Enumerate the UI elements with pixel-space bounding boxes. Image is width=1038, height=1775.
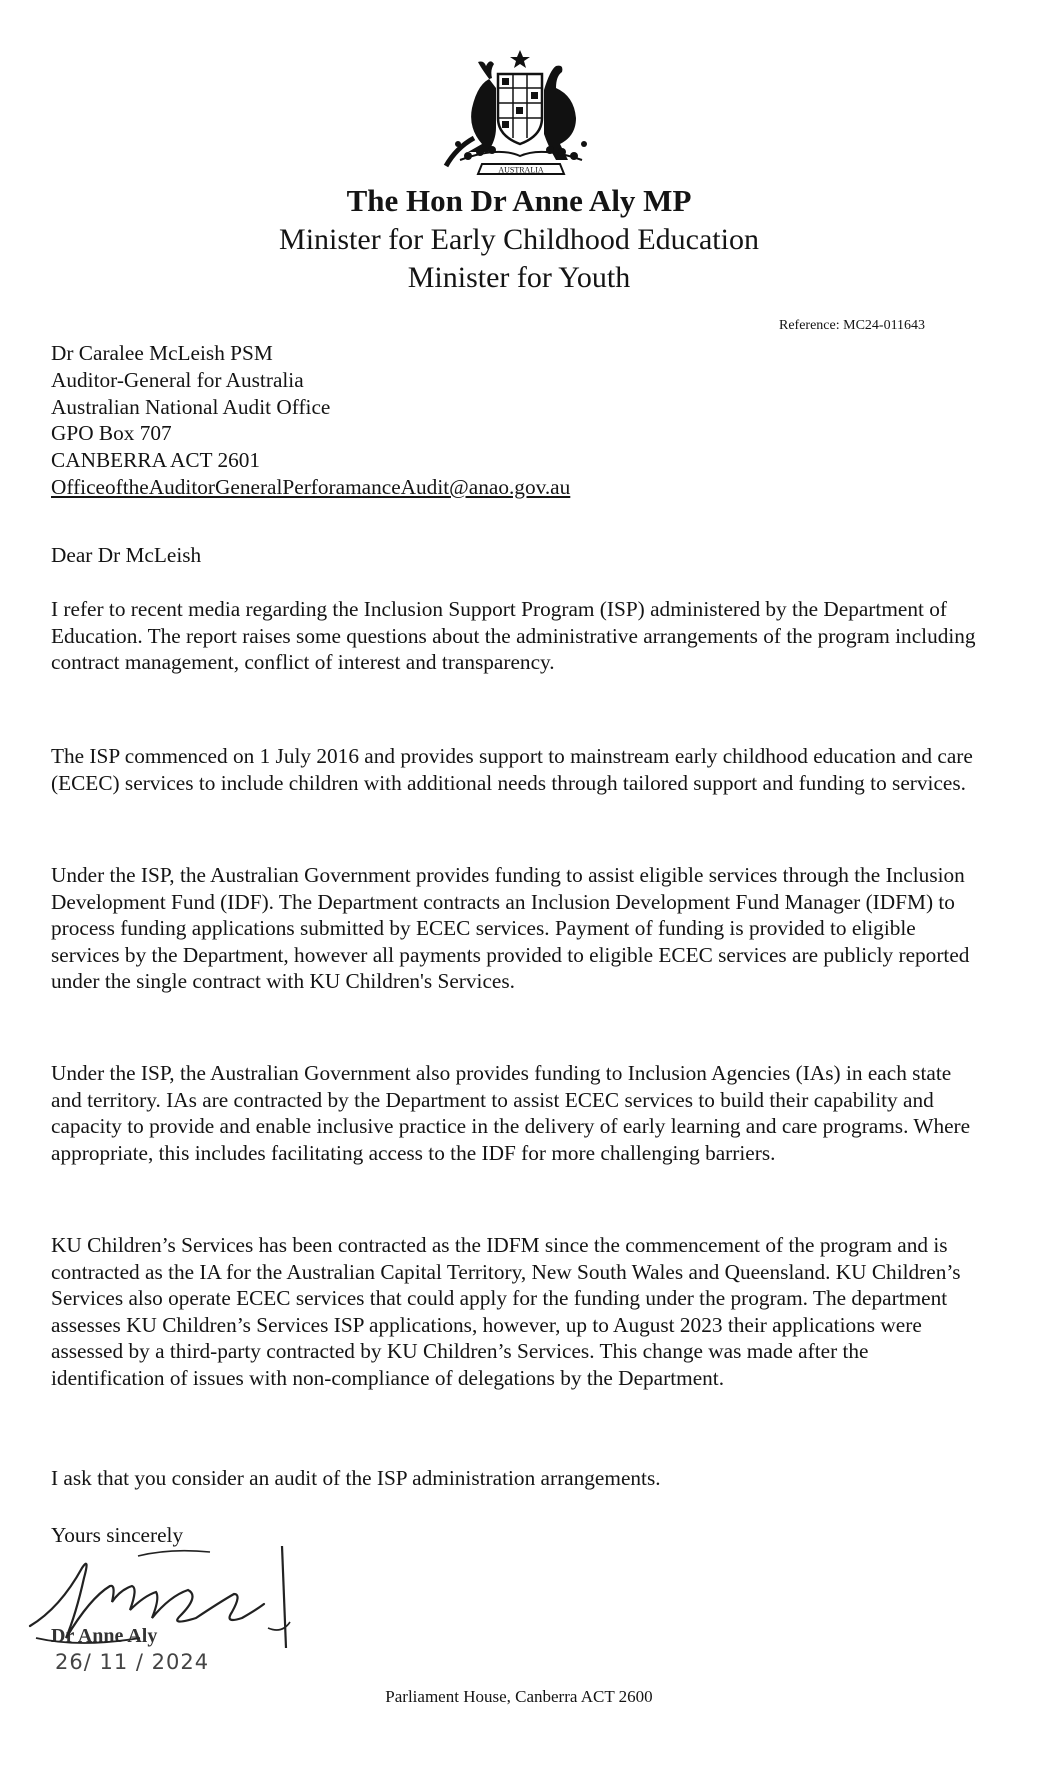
recipient-organisation: Australian National Audit Office xyxy=(51,394,331,419)
recipient-po-box: GPO Box 707 xyxy=(51,421,172,446)
minister-title-2: Minister for Youth xyxy=(407,261,631,294)
salutation: Dear Dr McLeish xyxy=(51,543,202,567)
recipient-name: Dr Caralee McLeish PSM xyxy=(51,341,273,365)
paragraph-1: I refer to recent media regarding the Inclusion Support Program (ISP) administered by the Department of Education. The report raises some questions about the administrative arrangements of the program including contract management, conflict of interest and transparency. xyxy=(51,597,976,674)
paragraph-6: I ask that you consider an audit of the ISP administration arrangements. xyxy=(51,1466,661,1490)
paragraph-5: KU Children’s Services has been contracted as the IDFM since the commencement of the program and is contracted as the IA for the Australian Capital Territory, New South Wales and Queensland. KU Children’s Services also operate ECEC services that could apply for the funding under the program. The department assesses KU Children’s Services ISP applications, however, up to August 2023 their applications were assessed by a third-party contracted by KU Children’s Services. This change was made after the identification of issues with non-compliance of delegations by the Department. xyxy=(51,1233,961,1390)
coat-of-arms-crest xyxy=(438,48,603,186)
recipient-title: Auditor-General for Australia xyxy=(51,367,304,392)
recipient-email-link[interactable]: OfficeoftheAuditorGeneralPerforamanceAudit@anao.gov.au xyxy=(51,474,571,499)
paragraph-3: Under the ISP, the Australian Government provides funding to assist eligible services through the Inclusion Development Fund (IDF). The Department contracts an Inclusion Development Fund Manager (IDFM) to process funding applications submitted by ECEC services. Payment of funding is provided to eligible services by the Department, however all payments provided to eligible ECEC services are publicly reported under the single contract with KU Children's Services. xyxy=(51,863,970,993)
signatory-name: Dr Anne Aly xyxy=(51,1625,158,1647)
closing: Yours sincerely xyxy=(51,1523,184,1547)
signed-date: 26/ 11 / 2024 xyxy=(55,1650,210,1674)
crest-motto: AUSTRALIA xyxy=(498,165,544,175)
reference-number: Reference: MC24-011643 xyxy=(779,318,926,333)
signature xyxy=(20,1538,310,1658)
minister-title-1: Minister for Early Childhood Education xyxy=(279,223,759,256)
paragraph-2: The ISP commenced on 1 July 2016 and provides support to mainstream early childhood education and care (ECEC) services to include children with additional needs through tailored support and funding to services. xyxy=(51,744,973,795)
recipient-city: CANBERRA ACT 2601 xyxy=(51,448,261,473)
recipient-address xyxy=(51,340,986,501)
footer-address: Parliament House, Canberra ACT 2600 xyxy=(385,1687,653,1706)
minister-name: The Hon Dr Anne Aly MP xyxy=(346,183,692,218)
paragraph-4: Under the ISP, the Australian Government also provides funding to Inclusion Agencies (IAs) in each state and territory. IAs are contracted by the Department to assist ECEC services to build their capability and capacity to provide and enable inclusive practice in the delivery of early learning and care programs. Where appropriate, this includes facilitating access to the IDF for more challenging barriers. xyxy=(51,1061,971,1165)
